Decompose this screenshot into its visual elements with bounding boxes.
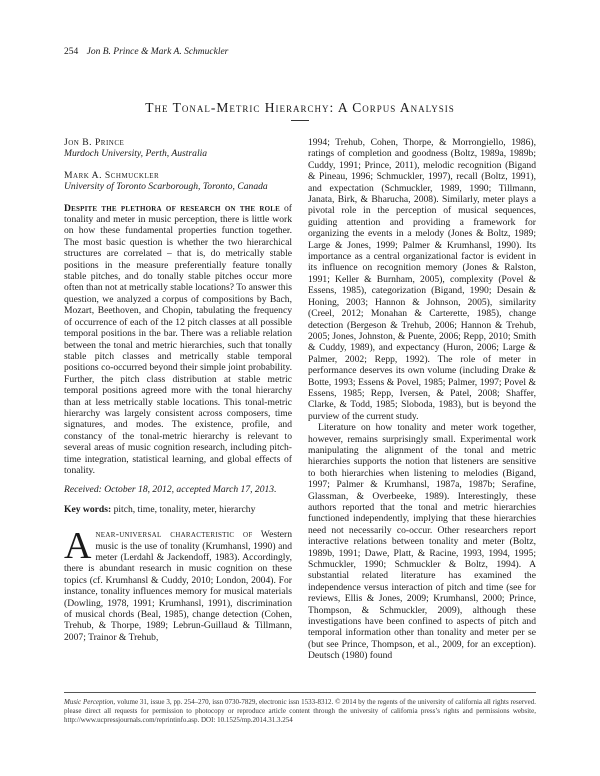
left-column xyxy=(64,137,292,643)
body-paragraph-2: Literature on how tonality and meter work together, however, remains surprisingly small. Experimental work manipulating the alignment of the tonal and metric hierarchies supports the notion that listeners are sensitive to both hierarchies when listening to melodies (Bigand, 1997; Palmer & Krumhansl, 1987a, 1987b; Serafine, Glassman, & Overbeeke, 1989). Interestingly, these authors reported that the tonal and metric hierarchies functioned independently, implying that these hierarchies need not necessarily co-occur. Other researchers report interactive relations between tonality and meter (Boltz, 1989b, 1991; Dawe, Platt, & Racine, 1993, 1994, 1995; Schmuckler, 1990; Schmuckler & Boltz, 1994). A substantial related literature has examined the independence versus interaction of pitch and time (see for reviews, Ellis & Jones, 2009; Krumhansl, 2000; Prince, Thompson, & Schmuckler, 2009), although these investigations have been confined to aspects of pitch and temporal information other than tonality and meter per se (but see Prince, Thompson, et al., 2009, for an exception). Deutsch (1980) found xyxy=(308,422,536,662)
footer-rule xyxy=(64,692,536,693)
footer-journal: Music Perception, xyxy=(64,698,116,706)
received-date: Received: October 18, 2012, accepted March 17, 2013. xyxy=(64,484,277,496)
publication-footer xyxy=(64,698,536,725)
abstract xyxy=(64,203,292,477)
author-name: Mark A. Schmuckler xyxy=(64,169,160,181)
intro-paragraph xyxy=(64,525,292,643)
right-column xyxy=(308,137,536,662)
abstract-lead: Despite the plethora of research on the role xyxy=(64,202,281,214)
author-name: Jon B. Prince xyxy=(64,137,125,148)
author-block-2 xyxy=(64,170,292,193)
intro-lead: near-universal characteristic of xyxy=(95,529,253,541)
author-affiliation: Murdoch University, Perth, Australia xyxy=(64,148,208,160)
author-affiliation: University of Toronto Scarborough, Toronto, Canada xyxy=(64,181,268,193)
keywords-text: pitch, time, tonality, meter, hierarchy xyxy=(113,503,256,515)
title-rule xyxy=(291,120,309,121)
drop-cap: A xyxy=(64,525,92,568)
keywords xyxy=(64,504,292,515)
author-block-1 xyxy=(64,137,292,160)
intro-text: Western music is the use of tonality (Krumhansl, 1990) and meter (Lerdahl & Jackendoff, 1983). Accordingly, there is abundant research in music cognition on these topics (cf. Krumhansl & Cuddy, 2010; London, 2004). For instance, tonality influences memory for musical materials (Dowling, 1978, 1991; Krumhansl, 1991), discrimination of musical chords (Beal, 1985), change detection (Cohen, Trehub, & Thorpe, 1989; Lebrun-Guillaud & Tillmann, 2007; Trainor & Trehub, xyxy=(64,529,292,643)
running-authors: Jon B. Prince & Mark A. Schmuckler xyxy=(86,47,229,57)
abstract-text: of tonality and meter in music perception, there is little work on how these fundamental properties function together. The most basic question is whether the two hierarchical structures are correlated – that is, do metrically stable positions in the measure preferentially feature tonally stable pitches, and do tonally stable pitches occur more often than not at metrically stable locations? To answer this question, we analyzed a corpus of compositions by Bach, Mozart, Beethoven, and Chopin, tabulating the frequency of occurrence of each of the 12 pitch classes at all possible temporal positions in the bar. There was a reliable relation between the tonal and metric hierarchies, such that tonally stable pitch classes and metrically stable temporal positions co-occurred beyond their simple joint probability. Further, the pitch class distribution at stable metric temporal positions agreed more with the tonal hierarchy than at less metrically stable locations. This tonal-metric hierarchy was largely consistent across composers, time signatures, and modes. The existence, profile, and constancy of the tonal-metric hierarchy is relevant to several areas of music cognition research, including pitch-time integration, statistical learning, and global effects of tonality. xyxy=(64,202,293,476)
article-title: The Tonal-Metric Hierarchy: A Corpus Analysis xyxy=(145,100,455,115)
body-paragraph-1: 1994; Trehub, Cohen, Thorpe, & Morrongiello, 1986), ratings of completion and goodness (Boltz, 1989a, 1989b; Cuddy, 1991; Prince, 2011), melodic recognition (Bigand & Pineau, 1996; Schmuckler, 1997), recall (Boltz, 1991), and expectation (Schmuckler, 1989, 1990; Tillmann, Janata, Birk, & Bharucha, 2008). Similarly, meter plays a pivotal role in the perception of musical sequences, guiding attention and providing a framework for organizing the events in a melody (Jones & Boltz, 1989; Large & Jones, 1999; Palmer & Krumhansl, 1990). Its importance as a central organizational factor is evident in its influence on recognition memory (Jones & Ralston, 1991; Keller & Burnham, 2005), complexity (Povel & Essens, 1985), categorization (Bigand, 1990; Desain & Honing, 2003; Hannon & Johnson, 2005), similarity (Creel, 2012; Monahan & Carterette, 1985), change detection (Bergeson & Trehub, 2006; Hannon & Trehub, 2005; Jones, Johnston, & Puente, 2006; Repp, 2010; Smith & Cuddy, 1989), and expectancy (Huron, 2006; Large & Palmer, 2002; Repp, 1992). The role of meter in performance deserves its own volume (including Drake & Botte, 1993; Essens & Povel, 1985; Palmer, 1997; Povel & Essens, 1985; Repp, Iversen, & Patel, 2008; Shaffer, Clarke, & Todd, 1985; Sloboda, 1983), but is beyond the purview of the current study. xyxy=(308,137,536,422)
running-header xyxy=(64,47,228,57)
page-number: 254 xyxy=(64,47,79,57)
footer-text: volume 31, issue 3, pp. 254–270, issn 0730-7829, electronic issn 1533-8312. © 2014 by the regents of the university of california all rights reserved. please direct all requests for permission to photocopy or reproduce article content through the university of california press’s rights and permissions website, http://www.ucpressjournals.com/reprintinfo.asp. DOI: 10.1525/mp.2014.31.3.254 xyxy=(64,698,537,724)
keywords-label: Key words: xyxy=(64,503,112,515)
